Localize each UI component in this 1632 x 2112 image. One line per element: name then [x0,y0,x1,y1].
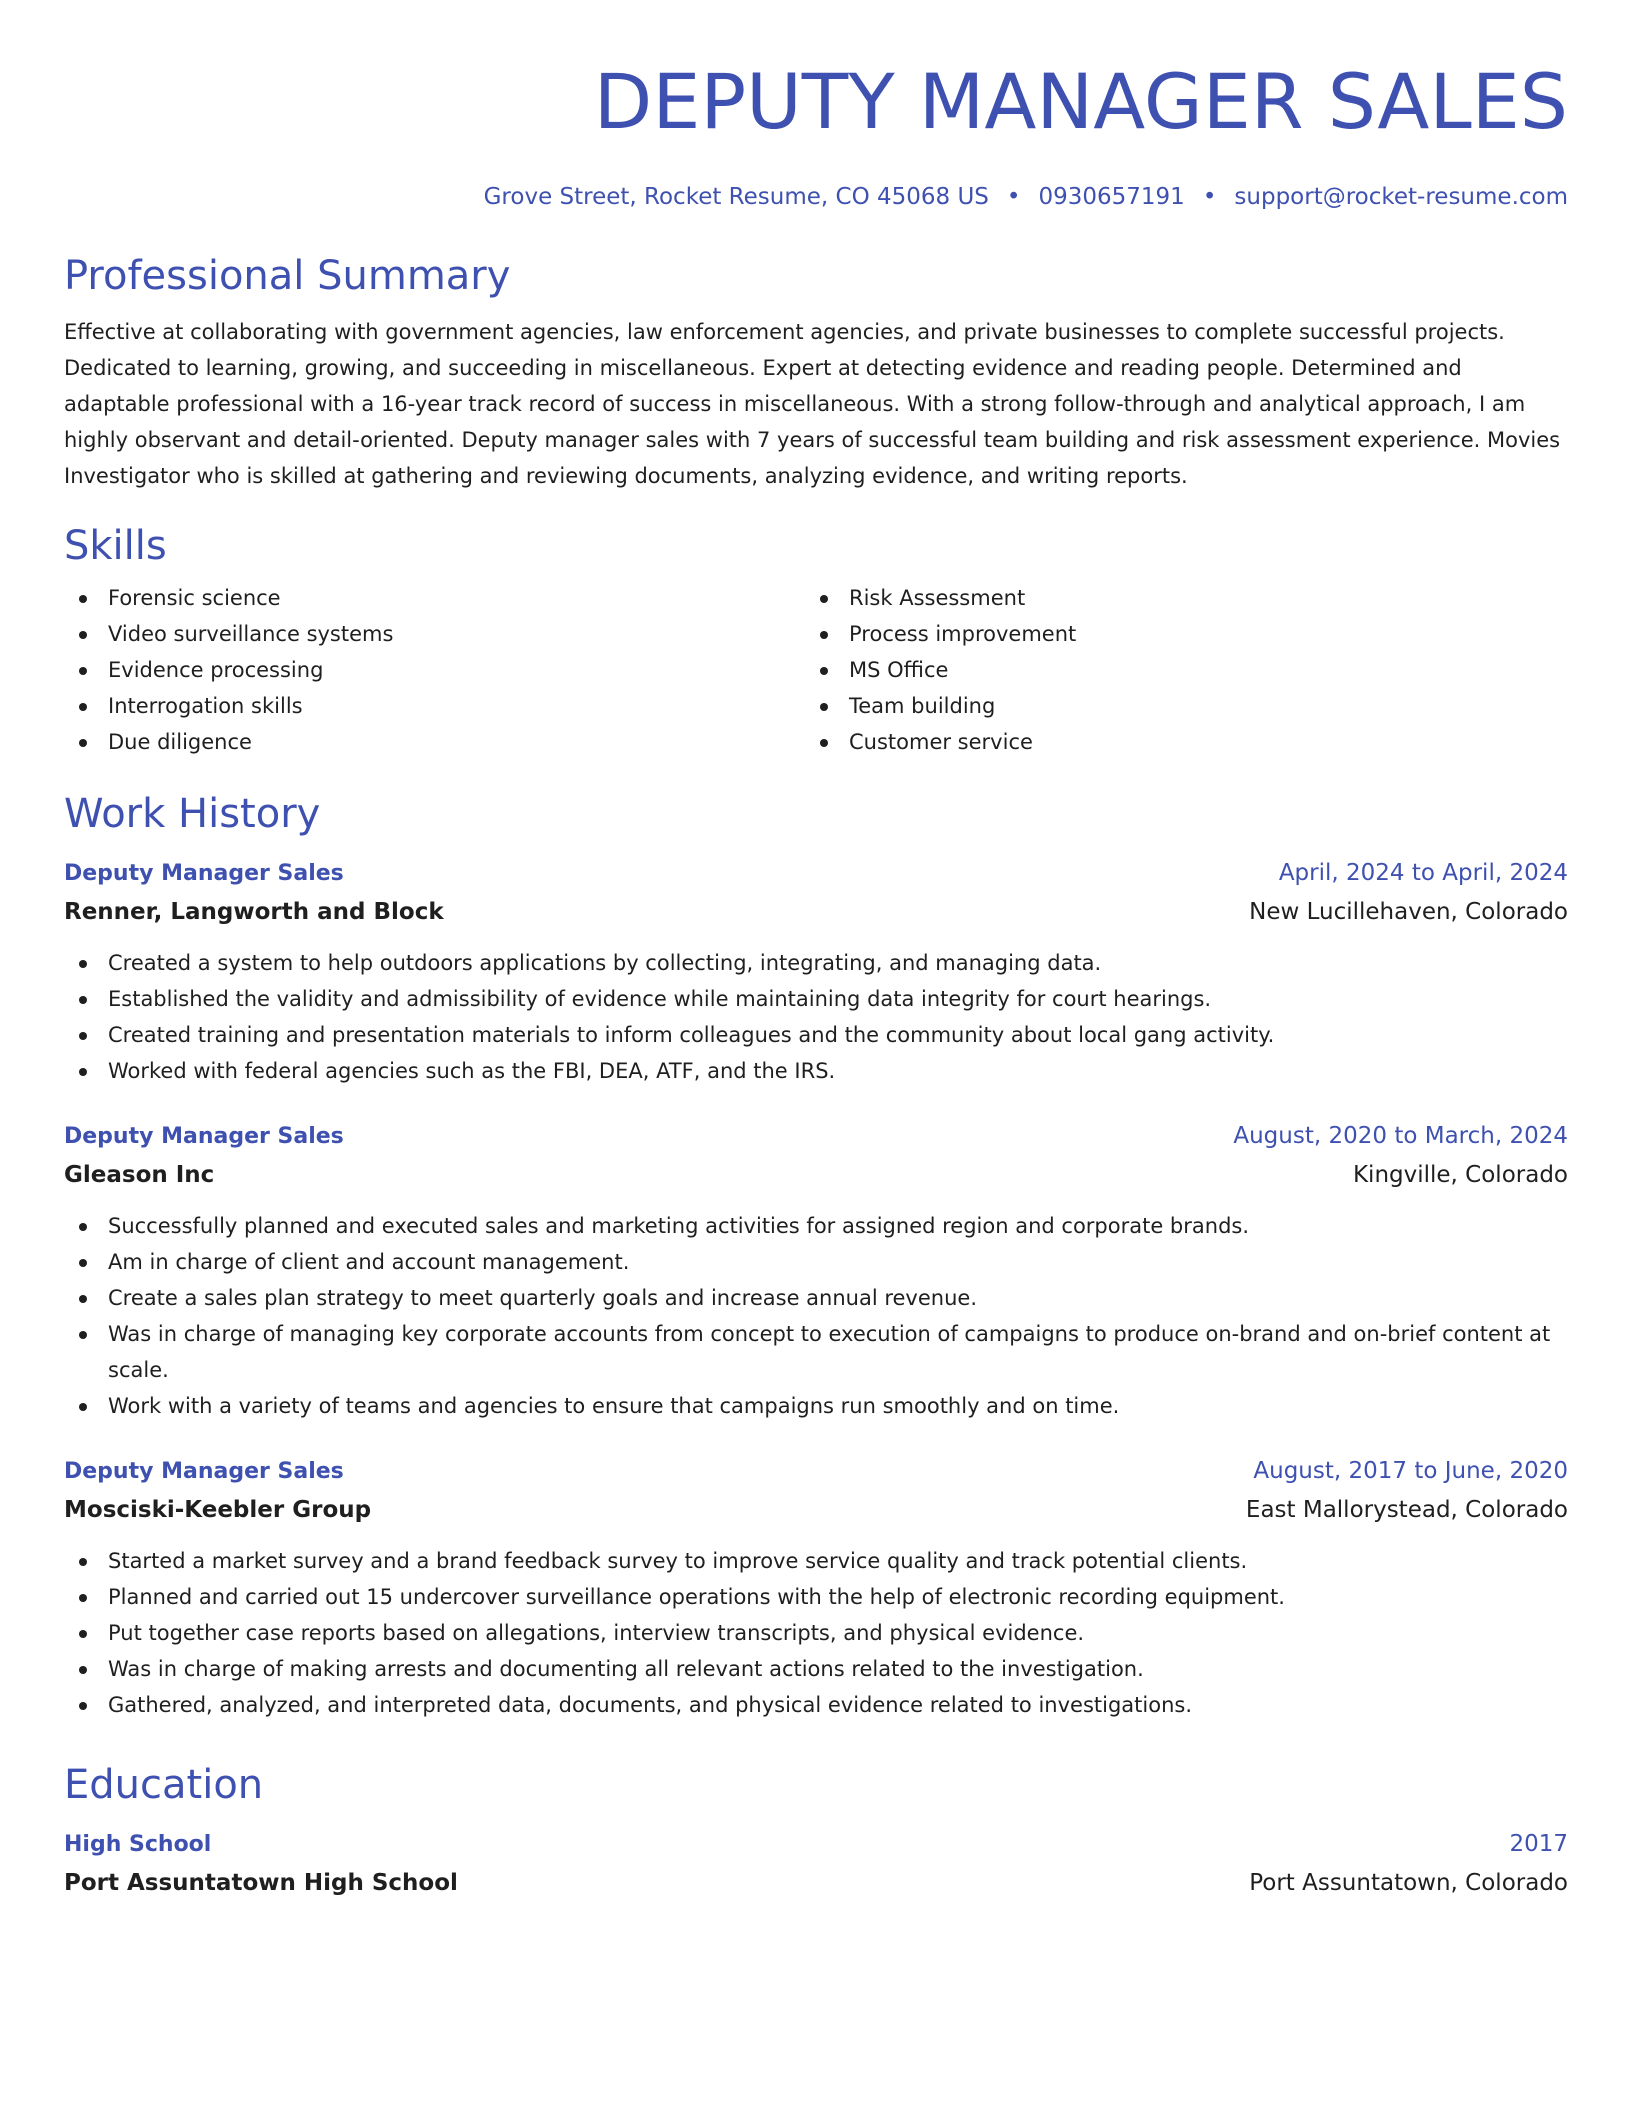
bullet-icon [79,739,87,747]
bullet-icon [79,1295,87,1303]
job-bullet [64,1543,1568,1579]
skill-label: Due diligence [108,730,252,754]
bullet-icon [79,1223,87,1231]
skill-item [64,652,805,688]
job-location: East Mallorystead, Colorado [1245,1497,1568,1523]
contact-separator: • [1202,184,1217,210]
job-company-row [64,1491,1568,1529]
job-header-row [64,1452,1568,1491]
skill-item [64,688,805,724]
skill-item [64,616,805,652]
job-role: Deputy Manager Sales [64,1459,344,1484]
job-entry-1 [64,854,1568,1089]
bullet-icon [79,996,87,1004]
skill-label: Team building [849,694,996,718]
bullet-icon [79,595,87,603]
skill-item [805,724,1546,760]
skill-label: MS Office [849,658,949,682]
skills-column-left [64,580,805,760]
job-company: Mosciski-Keebler Group [64,1497,372,1523]
job-bullets [64,945,1568,1089]
summary-heading: Professional Summary [64,253,511,299]
contact-separator: • [1006,184,1021,210]
bullet-icon [79,1594,87,1602]
job-bullet [64,945,1568,981]
skill-label: Process improvement [849,622,1077,646]
job-company: Renner, Langworth and Block [64,899,444,925]
job-bullet-text: Created training and presentation materials to inform colleagues and the community about local gang activity. [108,1023,1275,1047]
bullet-icon [79,1032,87,1040]
skills-column-right [805,580,1546,760]
skills-grid [64,580,1568,760]
bullet-icon [79,1702,87,1710]
job-bullet [64,1316,1568,1388]
skills-list-left [64,580,805,760]
bullet-icon [79,1630,87,1638]
job-location: Kingville, Colorado [1352,1162,1568,1188]
job-bullet-text: Am in charge of client and account management. [108,1250,630,1274]
education-location: Port Assuntatown, Colorado [1249,1870,1568,1896]
contact-phone: 0930657191 [1038,184,1185,210]
bullet-icon [79,1403,87,1411]
job-bullet [64,1017,1568,1053]
skill-item [805,688,1546,724]
job-bullet [64,1651,1568,1687]
job-bullet-text: Gathered, analyzed, and interpreted data, documents, and physical evidence related to investigations. [108,1693,1192,1717]
bullet-icon [820,739,828,747]
skill-item [805,652,1546,688]
job-bullet-text: Created a system to help outdoors applications by collecting, integrating, and managing data. [108,951,1102,975]
job-bullet-text: Create a sales plan strategy to meet quarterly goals and increase annual revenue. [108,1286,977,1310]
job-bullets [64,1543,1568,1723]
education-year: 2017 [1509,1831,1568,1857]
contact-address: Grove Street, Rocket Resume, CO 45068 US [483,184,989,210]
job-bullet-text: Successfully planned and executed sales and marketing activities for assigned region and corporate brands. [108,1214,1250,1238]
work-history-heading: Work History [64,791,321,837]
bullet-icon [79,1068,87,1076]
bullet-icon [79,1558,87,1566]
bullet-icon [820,703,828,711]
job-location: New Lucillehaven, Colorado [1249,899,1568,925]
job-dates: August, 2017 to June, 2020 [1253,1458,1568,1484]
job-bullet-text: Started a market survey and a brand feedback survey to improve service quality and track potential clients. [108,1549,1248,1573]
job-company: Gleason Inc [64,1162,215,1188]
skill-item [805,616,1546,652]
bullet-icon [79,703,87,711]
job-company-row [64,893,1568,931]
job-entry-2 [64,1117,1568,1424]
resume-title: DEPUTY MANAGER SALES [593,57,1568,146]
skill-label: Customer service [849,730,1033,754]
bullet-icon [79,1331,87,1339]
contact-email: support@rocket-resume.com [1234,184,1568,210]
job-bullet [64,1244,1568,1280]
bullet-icon [820,631,828,639]
education-header-row [64,1825,1568,1864]
education-school: Port Assuntatown High School [64,1870,458,1896]
job-bullet [64,981,1568,1017]
job-bullet-text: Work with a variety of teams and agencies to ensure that campaigns run smoothly and on time. [108,1394,1120,1418]
job-bullet-text: Established the validity and admissibility of evidence while maintaining data integrity for court hearings. [108,987,1212,1011]
job-bullet [64,1615,1568,1651]
education-school-row [64,1864,1568,1902]
education-degree: High School [64,1832,212,1857]
skills-list-right [805,580,1546,760]
job-entry-3 [64,1452,1568,1723]
job-header-row [64,854,1568,893]
job-bullet [64,1208,1568,1244]
job-bullets [64,1208,1568,1424]
skill-label: Interrogation skills [108,694,303,718]
skill-item [64,580,805,616]
skill-item [64,724,805,760]
skill-label: Video surveillance systems [108,622,394,646]
bullet-icon [820,667,828,675]
skills-heading: Skills [64,523,167,569]
job-bullet-text: Put together case reports based on allegations, interview transcripts, and physical evidence. [108,1621,1085,1645]
education-entry [64,1825,1568,1902]
job-bullet [64,1388,1568,1424]
job-bullet-text: Worked with federal agencies such as the FBI, DEA, ATF, and the IRS. [108,1059,836,1083]
bullet-icon [820,595,828,603]
skill-label: Risk Assessment [849,586,1026,610]
job-header-row [64,1117,1568,1156]
skill-label: Evidence processing [108,658,324,682]
job-company-row [64,1156,1568,1194]
job-dates: August, 2020 to March, 2024 [1233,1123,1568,1149]
job-bullet-text: Was in charge of managing key corporate accounts from concept to execution of campaigns to produce on-brand and on-brief content at scale. [108,1322,1551,1382]
contact-line [64,180,1568,214]
skill-item [805,580,1546,616]
job-bullet [64,1579,1568,1615]
job-bullet [64,1053,1568,1089]
education-heading: Education [64,1762,264,1808]
resume-page [64,52,1568,1902]
summary-text: Effective at collaborating with government agencies, law enforcement agencies, and private businesses to complete successful projects. Dedicated to learning, growing, and succeeding in miscellaneous. Expert at detecting evidence and reading people. Determined and adaptable professional with a 16-year track record of success in miscellaneous. With a strong follow-through and analytical approach, I am highly observant and detail-oriented. Deputy manager sales with 7 years of successful team building and risk assessment experience. Movies Investigator who is skilled at gathering and reviewing documents, analyzing evidence, and writing reports. [64,320,1561,488]
job-dates: April, 2024 to April, 2024 [1278,860,1568,886]
job-role: Deputy Manager Sales [64,861,344,886]
bullet-icon [79,1259,87,1267]
bullet-icon [79,1666,87,1674]
job-bullet [64,1687,1568,1723]
skill-label: Forensic science [108,586,281,610]
job-bullet [64,1280,1568,1316]
bullet-icon [79,960,87,968]
job-role: Deputy Manager Sales [64,1124,344,1149]
job-bullet-text: Was in charge of making arrests and documenting all relevant actions related to the investigation. [108,1657,1144,1681]
job-bullet-text: Planned and carried out 15 undercover surveillance operations with the help of electronic recording equipment. [108,1585,1285,1609]
bullet-icon [79,631,87,639]
bullet-icon [79,667,87,675]
